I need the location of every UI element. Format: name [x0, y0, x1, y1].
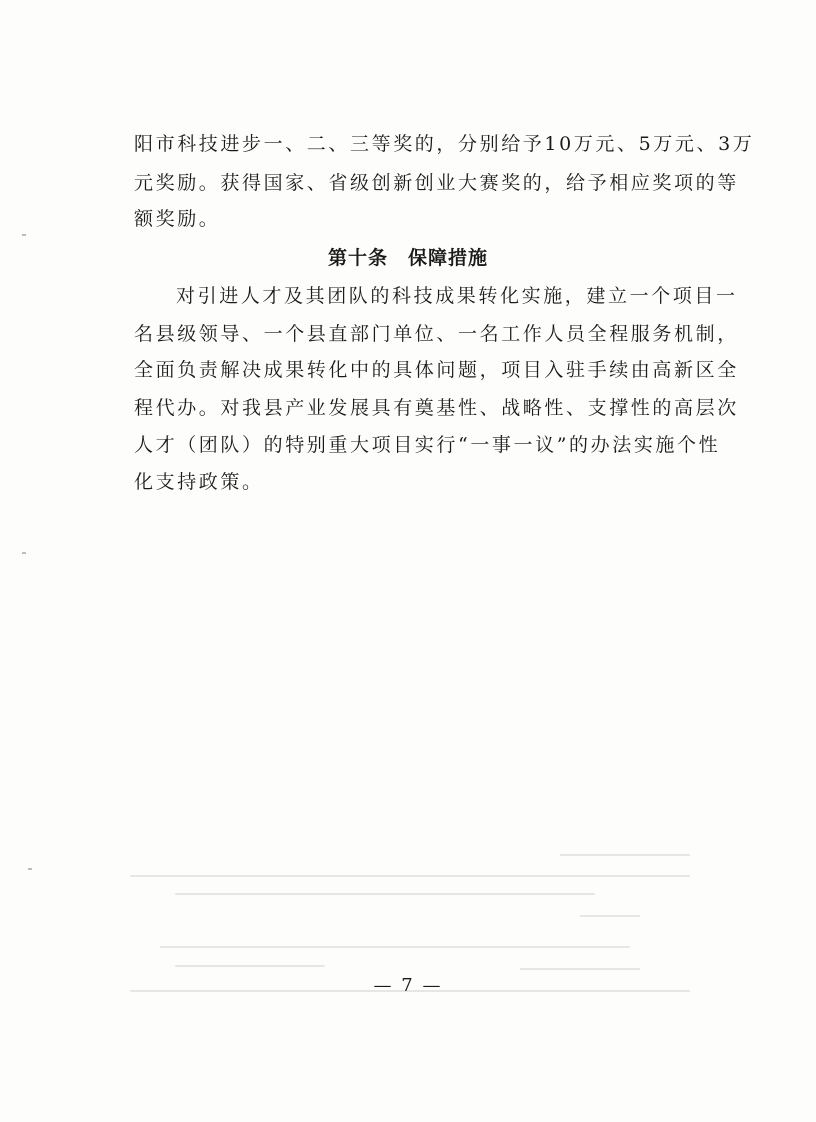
page-number: — 7 — — [373, 975, 443, 996]
scan-mark — [22, 552, 26, 554]
paragraph-line: 化支持政策。 — [134, 471, 264, 493]
bleed-through — [130, 875, 690, 877]
scan-mark — [28, 868, 32, 870]
paragraph-line: 人才（团队）的特别重大项目实行“一事一议”的办法实施个性 — [134, 434, 721, 456]
paragraph-line: 程代办。对我县产业发展具有奠基性、战略性、支撑性的高层次 — [134, 397, 739, 419]
bleed-through — [560, 854, 690, 856]
paragraph-line: 名县级领导、一个县直部门单位、一名工作人员全程服务机制， — [134, 323, 739, 345]
bleed-through — [580, 915, 640, 917]
scan-mark — [22, 234, 26, 236]
bleed-through — [175, 965, 325, 967]
paragraph-line: 对引进人才及其团队的科技成果转化实施，建立一个项目一 — [176, 285, 738, 307]
paragraph-line: 额奖励。 — [134, 208, 221, 230]
bleed-through — [520, 968, 640, 970]
paragraph-line: 阳市科技进步一、二、三等奖的，分别给予10万元、5万元、3万 — [134, 133, 755, 155]
paragraph-line: 元奖励。获得国家、省级创新创业大赛奖的，给予相应奖项的等 — [134, 172, 739, 194]
bleed-through — [175, 893, 595, 895]
bleed-through — [160, 946, 630, 948]
paragraph-line: 全面负责解决成果转化中的具体问题，项目入驻手续由高新区全 — [134, 359, 739, 381]
article-heading: 第十条 保障措施 — [327, 247, 488, 269]
